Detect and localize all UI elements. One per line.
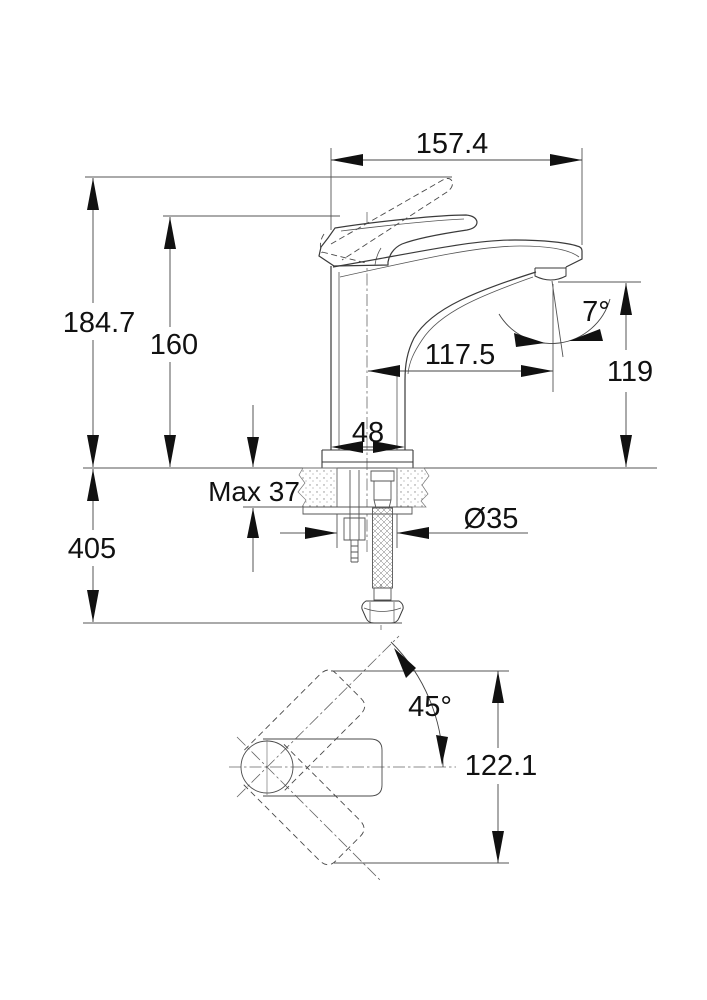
top-view bbox=[229, 636, 537, 881]
dim-label-swivel-angle: 45° bbox=[408, 691, 452, 723]
dim-label-overall-height: 184.7 bbox=[62, 307, 136, 339]
swivel-center-lines bbox=[229, 636, 456, 881]
dim-label-hose-length: 405 bbox=[67, 533, 117, 565]
dim-label-body-width: 48 bbox=[351, 417, 385, 449]
spout-plan-swung-down-dashed bbox=[244, 744, 368, 868]
extension-lines bbox=[83, 148, 657, 623]
hose-lower-band bbox=[374, 588, 391, 600]
hose-end-nut bbox=[362, 601, 403, 623]
dim-label-outlet-height: 119 bbox=[606, 356, 654, 388]
dim-label-hole-diameter: Ø35 bbox=[463, 503, 519, 535]
dim-label-handle-height: 160 bbox=[149, 329, 199, 361]
dim-label-stream-angle: 7° bbox=[582, 296, 610, 328]
handle-lever bbox=[319, 215, 477, 266]
dim-label-swivel-extent: 122.1 bbox=[464, 750, 538, 782]
front-view bbox=[63, 128, 657, 630]
countertop-right bbox=[397, 468, 429, 507]
mounting-stud bbox=[344, 470, 365, 562]
washer-plate bbox=[303, 507, 412, 514]
aerator bbox=[535, 267, 566, 280]
dim-label-max-deck-thickness: Max 37 bbox=[208, 476, 300, 507]
flex-hose-braid bbox=[373, 508, 393, 588]
spout-plan-solid bbox=[263, 739, 382, 796]
dim-label-spout-projection: 117.5 bbox=[424, 339, 496, 371]
dim-label-spout-reach: 157.4 bbox=[415, 128, 489, 160]
hose-top-fitting bbox=[371, 471, 394, 508]
base-flange bbox=[322, 450, 413, 468]
countertop-left bbox=[298, 468, 337, 507]
spray-angle-lines bbox=[552, 281, 563, 392]
